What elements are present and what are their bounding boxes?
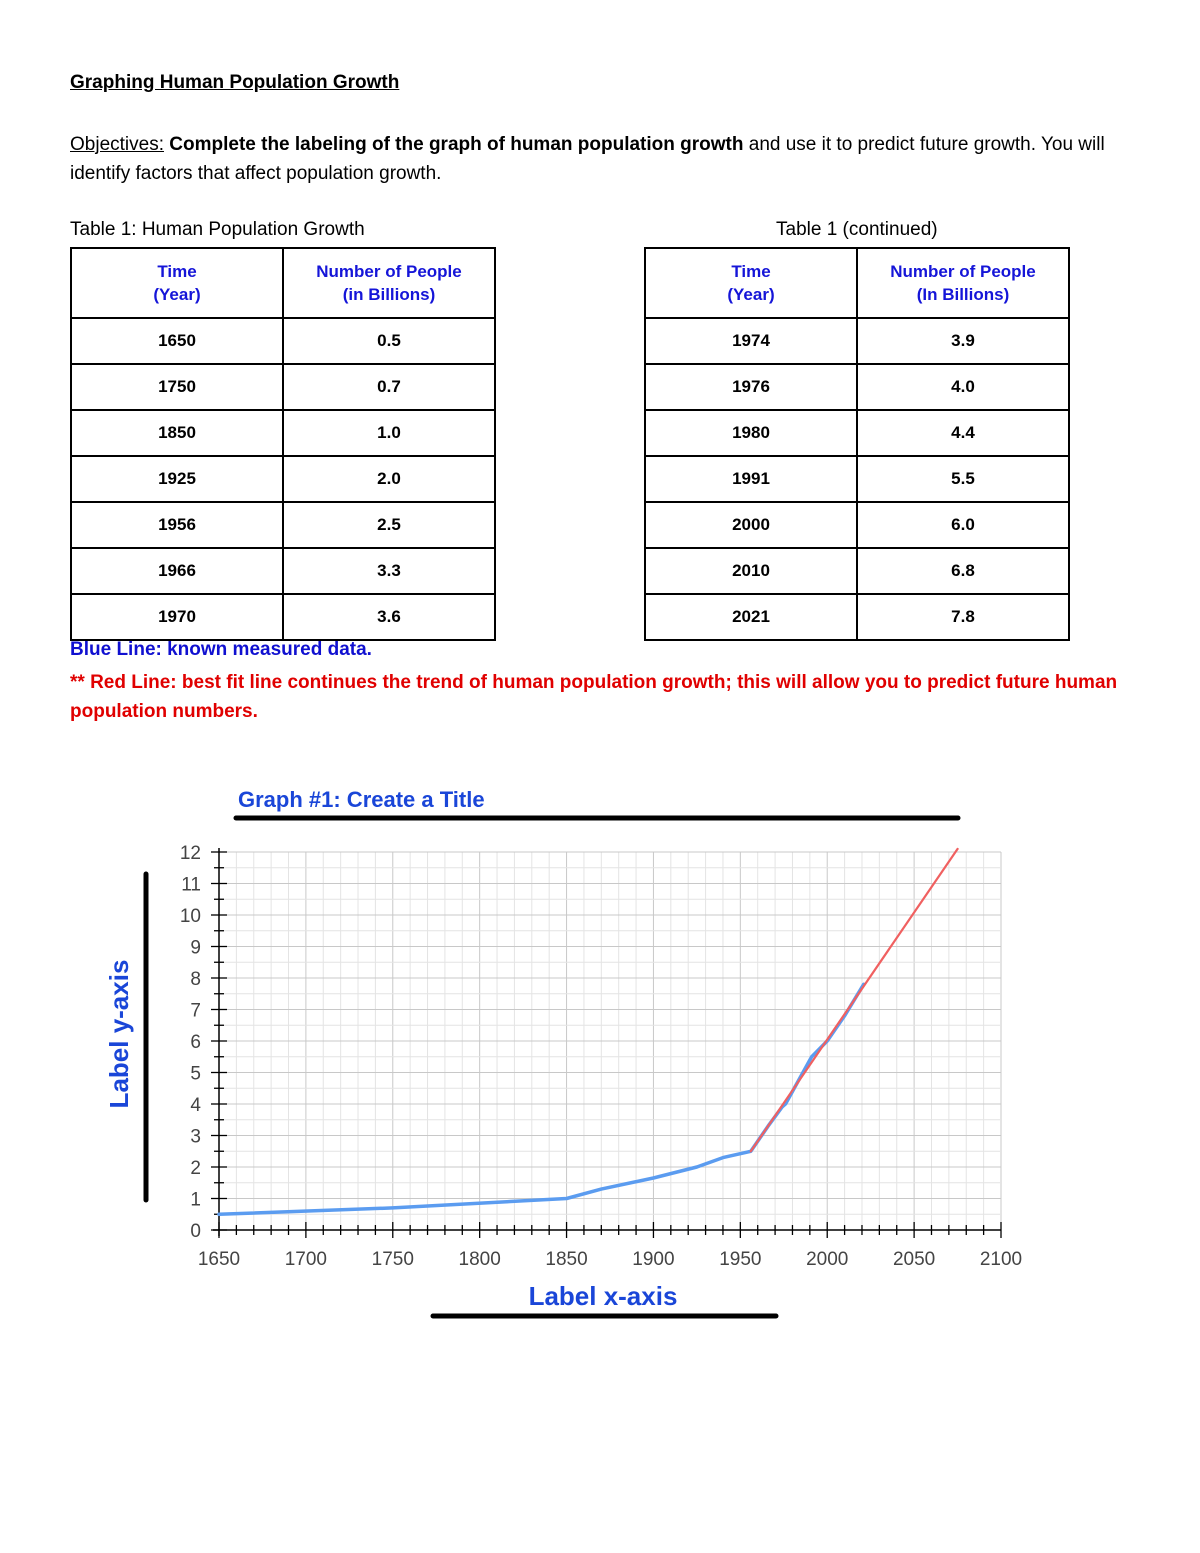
table-header-row	[645, 248, 1069, 318]
table-row	[645, 364, 1069, 410]
y-tick-label: 10	[179, 906, 201, 927]
table1-caption: Table 1: Human Population Growth	[70, 219, 365, 240]
year-cell: 1976	[645, 364, 857, 410]
x-tick-label: 1650	[197, 1249, 241, 1270]
x-tick-label: 1850	[545, 1249, 588, 1270]
table-row	[645, 410, 1069, 456]
header-time-unit: (Year)	[153, 285, 201, 304]
population-table-2	[644, 247, 1070, 641]
table-row	[645, 456, 1069, 502]
table-row	[71, 594, 495, 640]
chart-series	[219, 849, 958, 1214]
header-people-label: Number of People	[890, 262, 1036, 281]
table-row	[71, 318, 495, 364]
y-tick-label: 8	[190, 969, 201, 990]
header-time	[71, 248, 283, 318]
year-cell: 1991	[645, 456, 857, 502]
chart-axes	[211, 848, 1001, 1238]
x-tick-label: 2100	[979, 1249, 1023, 1270]
table-header-row	[71, 248, 495, 318]
value-cell: 6.0	[857, 502, 1069, 548]
chart-grid	[219, 852, 1001, 1230]
x-tick-label: 2000	[806, 1249, 849, 1270]
year-cell: 1650	[71, 318, 283, 364]
x-tick-label: 1750	[371, 1249, 414, 1270]
chart-labels	[104, 787, 1022, 1316]
year-cell: 1974	[645, 318, 857, 364]
objectives-label: Objectives:	[70, 134, 164, 155]
value-cell: 0.7	[283, 364, 495, 410]
y-tick-label: 1	[190, 1189, 201, 1211]
x-tick-label: 1800	[458, 1249, 501, 1270]
header-people-label: Number of People	[316, 262, 462, 281]
y-tick-label: 6	[190, 1032, 201, 1053]
year-cell: 1850	[71, 410, 283, 456]
table-row	[71, 364, 495, 410]
value-cell: 0.5	[283, 318, 495, 364]
y-tick-label: 12	[179, 843, 201, 864]
blue-line-note: Blue Line: known measured data.	[70, 639, 372, 660]
year-cell: 1980	[645, 410, 857, 456]
header-time-label: Time	[157, 262, 197, 281]
table-row	[71, 456, 495, 502]
table-row	[71, 502, 495, 548]
table-row	[645, 502, 1069, 548]
year-cell: 1925	[71, 456, 283, 502]
table-row	[71, 410, 495, 456]
y-tick-label: 3	[190, 1126, 201, 1148]
x-tick-label: 1700	[284, 1249, 328, 1270]
page-title: Graphing Human Population Growth	[70, 72, 400, 93]
population-table-1	[70, 247, 496, 641]
y-tick-label: 7	[190, 1000, 201, 1022]
value-cell: 5.5	[857, 456, 1069, 502]
header-people	[283, 248, 495, 318]
value-cell: 4.4	[857, 410, 1069, 456]
y-tick-label: 5	[190, 1063, 201, 1085]
y-tick-label: 4	[190, 1095, 201, 1116]
year-cell: 1956	[71, 502, 283, 548]
year-cell: 2021	[645, 594, 857, 640]
red-line-note: ** Red Line: best fit line continues the trend of human population growth; this will allow you to predict future human population numbers.	[70, 672, 1118, 722]
table-row	[645, 594, 1069, 640]
value-cell: 1.0	[283, 410, 495, 456]
objectives-rest-text: and use it to predict future growth. You will identify factors that affect population growth.	[70, 134, 1105, 184]
header-people-unit: (In Billions)	[916, 285, 1010, 304]
year-cell: 1970	[71, 594, 283, 640]
x-axis-label: Label x-axis	[528, 1281, 678, 1311]
header-time	[645, 248, 857, 318]
chart-title: Graph #1: Create a Title	[238, 787, 485, 812]
value-cell: 2.0	[283, 456, 495, 502]
y-tick-label: 11	[181, 874, 201, 896]
header-time-label: Time	[731, 262, 771, 281]
series-line-best-fit	[751, 849, 958, 1151]
header-people-unit: (in Billions)	[342, 285, 436, 304]
y-tick-label: 9	[190, 937, 201, 959]
x-tick-label: 2050	[892, 1249, 936, 1270]
year-cell: 1966	[71, 548, 283, 594]
x-tick-label: 1900	[632, 1249, 675, 1270]
x-tick-label: 1950	[719, 1249, 762, 1270]
value-cell: 7.8	[857, 594, 1069, 640]
year-cell: 2000	[645, 502, 857, 548]
table-row	[645, 548, 1069, 594]
header-time-unit: (Year)	[727, 285, 775, 304]
series-line-measured	[219, 984, 864, 1214]
value-cell: 3.9	[857, 318, 1069, 364]
header-people	[857, 248, 1069, 318]
table-row	[71, 548, 495, 594]
y-tick-label: 2	[190, 1158, 201, 1179]
y-tick-label: 0	[190, 1221, 201, 1242]
value-cell: 6.8	[857, 548, 1069, 594]
population-chart	[0, 770, 1200, 1330]
year-cell: 1750	[71, 364, 283, 410]
value-cell: 4.0	[857, 364, 1069, 410]
value-cell: 3.6	[283, 594, 495, 640]
value-cell: 3.3	[283, 548, 495, 594]
year-cell: 2010	[645, 548, 857, 594]
y-axis-label: Label y-axis	[104, 959, 134, 1109]
value-cell: 2.5	[283, 502, 495, 548]
table2-caption: Table 1 (continued)	[776, 219, 938, 240]
table-row	[645, 318, 1069, 364]
objectives-bold-text: Complete the labeling of the graph of human population growth	[169, 134, 744, 155]
objectives-paragraph	[70, 130, 1130, 188]
